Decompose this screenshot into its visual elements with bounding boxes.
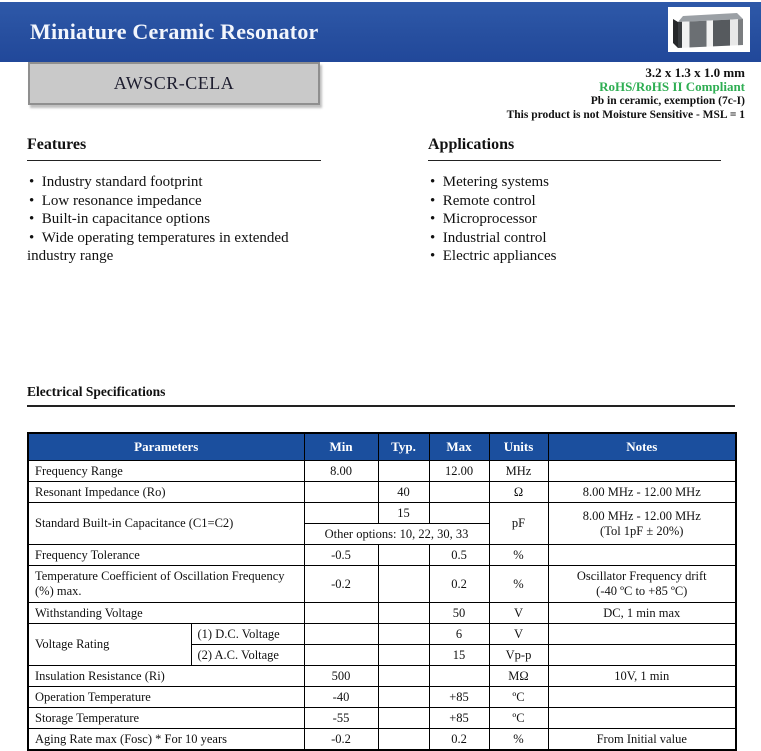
feature-item: • Built-in capacitance options (27, 210, 321, 229)
application-item: • Industrial control (428, 229, 721, 248)
max-cell: 15 (429, 645, 489, 666)
notes-cell (548, 624, 736, 645)
dimensions-text: 3.2 x 1.3 x 1.0 mm (645, 65, 745, 80)
col-header-notes: Notes (548, 433, 736, 461)
typ-cell (378, 666, 429, 687)
max-cell (429, 482, 489, 503)
min-cell (304, 603, 378, 624)
notes-cell (548, 708, 736, 729)
applications-heading: Applications (428, 136, 721, 161)
col-header-units: Units (489, 433, 548, 461)
param-cell: Resonant Impedance (Ro) (28, 482, 304, 503)
max-cell (429, 503, 489, 524)
notes-cell: 8.00 MHz - 12.00 MHz (548, 482, 736, 503)
resonator-photo (668, 7, 750, 52)
row-operation-temperature (28, 687, 736, 708)
max-cell: 6 (429, 624, 489, 645)
notes-line: (Tol 1pF ± 20%) (600, 523, 684, 538)
typ-cell (378, 461, 429, 482)
typ-cell (378, 545, 429, 566)
param-cell: Temperature Coefficient of Oscillation Frequency (%) max. (28, 566, 304, 603)
param-cell: Operation Temperature (28, 687, 304, 708)
page-title: Miniature Ceramic Resonator (30, 19, 319, 44)
max-cell: 0.2 (429, 729, 489, 751)
max-cell (429, 666, 489, 687)
feature-item: • Low resonance impedance (27, 192, 321, 211)
features-heading: Features (27, 136, 321, 161)
msl-text: This product is not Moisture Sensitive - MSL = 1 (506, 109, 745, 121)
param-cell: Storage Temperature (28, 708, 304, 729)
notes-cell: From Initial value (548, 729, 736, 751)
typ-cell (378, 566, 429, 603)
min-cell: -55 (304, 708, 378, 729)
application-item: • Electric appliances (428, 247, 721, 266)
param-cell: Frequency Range (28, 461, 304, 482)
col-header-max: Max (429, 433, 489, 461)
units-cell: Ω (489, 482, 548, 503)
sub-param-cell: (2) A.C. Voltage (191, 645, 304, 666)
max-cell: 0.2 (429, 566, 489, 603)
min-cell (304, 645, 378, 666)
min-cell (304, 482, 378, 503)
product-info-block (507, 66, 745, 122)
col-header-parameters: Parameters (28, 433, 304, 461)
notes-cell (548, 545, 736, 566)
application-item: • Metering systems (428, 173, 721, 192)
pb-exemption-text: Pb in ceramic, exemption (7c-I) (590, 95, 745, 107)
row-temp-coefficient (28, 566, 736, 603)
units-cell: % (489, 545, 548, 566)
notes-cell (548, 566, 736, 603)
row-withstanding-voltage (28, 603, 736, 624)
typ-cell (378, 708, 429, 729)
min-cell: -40 (304, 687, 378, 708)
max-cell: +85 (429, 708, 489, 729)
header-bar (0, 2, 761, 62)
feature-item: • Industry standard footprint (27, 173, 321, 192)
notes-cell (548, 503, 736, 545)
notes-cell (548, 645, 736, 666)
table-header-row (28, 433, 736, 461)
notes-cell (548, 687, 736, 708)
min-cell (304, 624, 378, 645)
typ-cell: 15 (378, 503, 429, 524)
row-frequency-tolerance (28, 545, 736, 566)
units-cell: % (489, 729, 548, 751)
typ-cell (378, 645, 429, 666)
typ-cell (378, 603, 429, 624)
col-header-min: Min (304, 433, 378, 461)
notes-cell (548, 461, 736, 482)
application-item: • Microprocessor (428, 210, 721, 229)
param-cell: Withstanding Voltage (28, 603, 304, 624)
typ-cell (378, 687, 429, 708)
max-cell: +85 (429, 687, 489, 708)
row-voltage-rating-dc (28, 624, 736, 645)
row-insulation-resistance (28, 666, 736, 687)
max-cell: 0.5 (429, 545, 489, 566)
applications-list (428, 173, 721, 266)
units-cell: % (489, 566, 548, 603)
row-resonant-impedance (28, 482, 736, 503)
min-cell: -0.2 (304, 566, 378, 603)
resonator-chip-image (670, 9, 748, 51)
notes-line: Oscillator Frequency drift (576, 569, 707, 583)
param-cell: Standard Built-in Capacitance (C1=C2) (28, 503, 304, 545)
units-cell: V (489, 624, 548, 645)
features-section (27, 136, 321, 266)
typ-cell (378, 729, 429, 751)
notes-line: (-40 ºC to +85 ºC) (596, 584, 688, 598)
min-cell: 500 (304, 666, 378, 687)
min-cell (304, 503, 378, 524)
row-storage-temperature (28, 708, 736, 729)
other-options-cell: Other options: 10, 22, 30, 33 (304, 524, 489, 545)
row-builtin-capacitance (28, 503, 736, 524)
model-plate (28, 62, 320, 105)
param-cell: Insulation Resistance (Ri) (28, 666, 304, 687)
typ-cell (378, 624, 429, 645)
rohs-compliance-text: RoHS/RoHS II Compliant (599, 79, 745, 94)
row-aging-rate (28, 729, 736, 751)
application-item: • Remote control (428, 192, 721, 211)
features-list (27, 173, 321, 266)
units-cell: MHz (489, 461, 548, 482)
max-cell: 12.00 (429, 461, 489, 482)
units-cell: MΩ (489, 666, 548, 687)
col-header-typ: Typ. (378, 433, 429, 461)
units-cell: pF (489, 503, 548, 545)
specs-section (27, 384, 735, 407)
row-frequency-range (28, 461, 736, 482)
units-cell: ºC (489, 708, 548, 729)
applications-section (428, 136, 721, 266)
param-cell: Voltage Rating (28, 624, 191, 666)
typ-cell: 40 (378, 482, 429, 503)
max-cell: 50 (429, 603, 489, 624)
units-cell: Vp-p (489, 645, 548, 666)
min-cell: -0.5 (304, 545, 378, 566)
feature-item: • Wide operating temperatures in extended industry range (27, 229, 321, 266)
model-name: AWSCR-CELA (113, 73, 235, 93)
units-cell: V (489, 603, 548, 624)
specs-heading: Electrical Specifications (27, 384, 735, 407)
min-cell: 8.00 (304, 461, 378, 482)
units-cell: ºC (489, 687, 548, 708)
min-cell: -0.2 (304, 729, 378, 751)
specs-table (27, 432, 737, 751)
notes-cell: 10V, 1 min (548, 666, 736, 687)
notes-line: 8.00 MHz - 12.00 MHz (582, 508, 701, 523)
param-cell: Frequency Tolerance (28, 545, 304, 566)
param-cell: Aging Rate max (Fosc) * For 10 years (28, 729, 304, 751)
notes-cell: DC, 1 min max (548, 603, 736, 624)
sub-param-cell: (1) D.C. Voltage (191, 624, 304, 645)
